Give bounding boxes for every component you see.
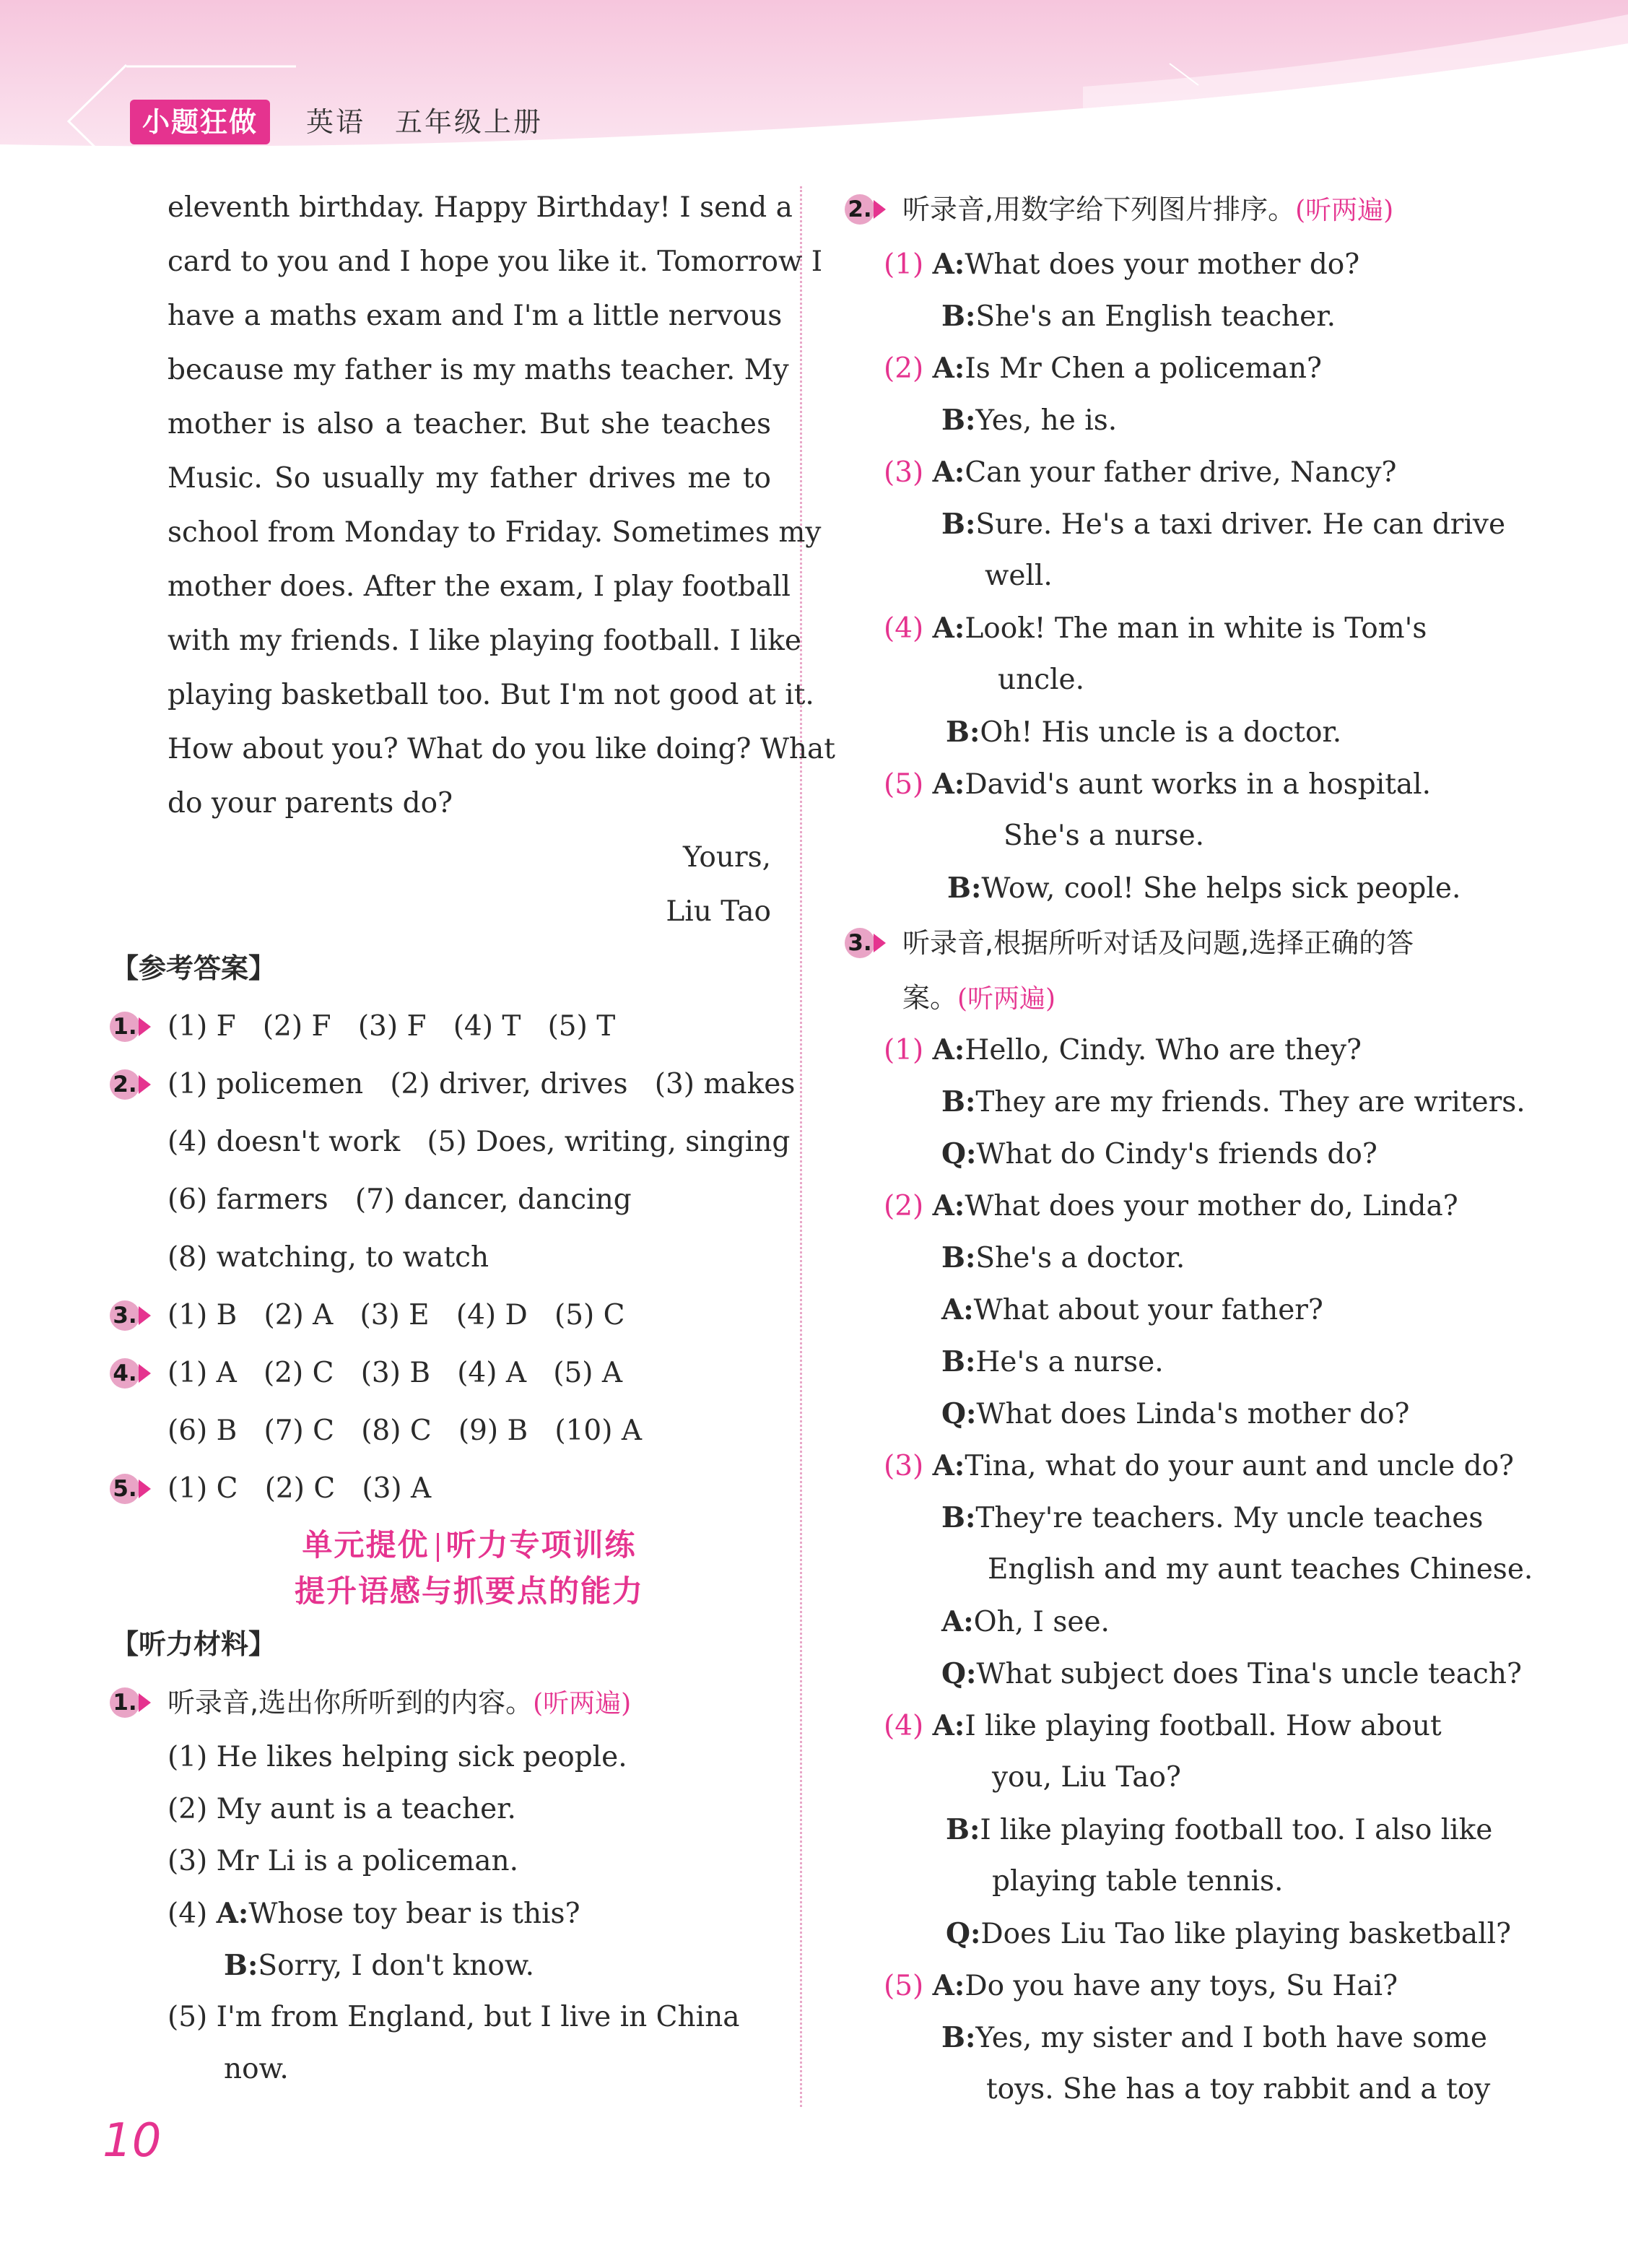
answer-item: (3) E — [360, 1299, 430, 1331]
listening-q3-items: (1) A:Hello, Cindy. Who are they? B:They are my friends. They are writers. Q:What do Cindy's friends do? (2) A:What does your mother do, Linda? B:She's a doctor. A:What about your father? B:He's a nurse. Q:What does Linda's mother do? (3) A:Tina, what do your aunt and uncle do? B:They're teachers. My uncle teaches English and my aunt teaches Chinese. A:Oh, I see. Q:What subject does Tina's uncle teach? (4) A:I like playing football. How about you, Liu Tao? B:I like playing football too. I also like playing table tennis. Q:Does Liu Tao like playing basketball? (5) A:Do you have any toys, Su Hai? B:Yes, my sister and I both have some toys. She has a toy rabbit and a toy — [884, 1033, 1533, 2106]
answer-q2-line — [167, 1171, 771, 1229]
answer-q2 — [113, 1056, 796, 1113]
right-column — [843, 181, 1533, 2116]
answer-item: (1) A — [167, 1357, 237, 1389]
listening-item: (1) He likes helping sick people. — [167, 1741, 627, 1773]
answer-item: (1) C — [167, 1472, 238, 1505]
answer-item: (5) C — [554, 1299, 625, 1331]
answers-heading: 【参考答案】 — [111, 952, 277, 984]
answer-q2-line — [167, 1113, 791, 1171]
letter-line: school from Monday to Friday. Sometimes my — [167, 516, 822, 549]
letter-line: playing basketball too. But I'm not good at it. — [167, 679, 814, 711]
listening-item: (4) A:Whose toy bear is this? — [167, 1897, 580, 1930]
letter-line: mother is also a teacher. But she teaches — [167, 408, 771, 440]
answer-q4 — [113, 1344, 771, 1402]
listening-q3-instruction-cont: 案。(听两遍) — [902, 982, 1056, 1014]
letter-line: do your parents do? — [167, 787, 453, 820]
subject-grade-label: 英语 五年级上册 — [306, 106, 544, 138]
answer-item: (5) Does, writing, singing — [427, 1126, 791, 1158]
answer-item: (5) T — [547, 1010, 616, 1043]
answer-item: (6) farmers — [167, 1183, 328, 1216]
letter-line: with my friends. I like playing football. I like — [167, 625, 801, 657]
question-number-badge: 5. — [110, 1474, 154, 1504]
question-number-badge: 2. — [845, 194, 889, 225]
letter-line: have a maths exam and I'm a little nervous — [167, 300, 783, 332]
answer-item: (2) driver, drives — [390, 1068, 628, 1100]
answer-q1 — [113, 998, 771, 1056]
answer-item: (2) F — [262, 1010, 331, 1043]
question-number-badge: 1. — [110, 1012, 154, 1042]
answer-item: (8) C — [361, 1415, 432, 1447]
question-number-badge: 3. — [845, 928, 889, 958]
answer-item: (4) A — [457, 1357, 527, 1389]
letter-line: because my father is my maths teacher. My — [167, 354, 789, 386]
answer-item: (4) T — [453, 1010, 521, 1043]
question-number-badge: 2. — [110, 1069, 154, 1100]
answer-item: (5) A — [553, 1357, 623, 1389]
answer-item: (2) C — [264, 1357, 334, 1389]
answer-item: (2) C — [264, 1472, 336, 1505]
question-number-badge: 3. — [110, 1300, 154, 1331]
answer-item: (7) C — [264, 1415, 334, 1447]
answer-item: (1) policemen — [167, 1068, 364, 1100]
unit-title — [167, 1522, 771, 1568]
answer-item: (3) F — [357, 1010, 427, 1043]
answer-item: (10) A — [554, 1415, 643, 1447]
listening-item: (3) Mr Li is a policeman. — [167, 1845, 518, 1877]
letter-closing: Yours, — [682, 841, 771, 874]
letter-line: card to you and I hope you like it. Tomorrow I — [167, 246, 823, 278]
column-divider — [800, 186, 802, 2107]
answer-item: (4) doesn't work — [167, 1126, 401, 1158]
answer-item: (6) B — [167, 1415, 238, 1447]
answer-q5 — [113, 1460, 771, 1518]
answer-q4-line — [167, 1402, 771, 1460]
listening-item-line: B:Sorry, I don't know. — [224, 1949, 535, 1982]
listening-q2-instruction: 2. 听录音,用数字给下列图片排序。(听两遍) — [902, 181, 1493, 238]
answer-item: (3) A — [362, 1472, 432, 1505]
series-badge: 小题狂做 — [130, 100, 270, 144]
unit-title-right: 听力专项训练 — [445, 1527, 637, 1563]
answer-q2-line — [167, 1229, 771, 1287]
left-column — [111, 181, 835, 2095]
unit-subtitle: 提升语感与抓要点的能力 — [294, 1573, 644, 1609]
answer-item: (8) watching, to watch — [167, 1241, 489, 1274]
question-number-badge: 4. — [110, 1358, 154, 1389]
letter-line: mother does. After the exam, I play football — [167, 570, 791, 603]
listening-item-line: now. — [224, 2053, 289, 2085]
letter-passage — [167, 181, 835, 939]
title-separator — [437, 1533, 439, 1562]
page-number: 10 — [103, 2114, 162, 2168]
answer-item: (2) A — [264, 1299, 334, 1331]
answer-item: (3) B — [360, 1357, 431, 1389]
letter-line: eleventh birthday. Happy Birthday! I send a — [167, 191, 793, 224]
answer-item: (9) B — [458, 1415, 528, 1447]
letter-line: Music. So usually my father drives me to — [167, 462, 771, 495]
answer-item: (4) D — [456, 1299, 528, 1331]
letter-line: How about you? What do you like doing? What — [167, 733, 835, 765]
answer-item: (3) makes — [654, 1068, 796, 1100]
unit-title-left: 单元提优 — [302, 1527, 430, 1563]
question-number-badge: 1. — [110, 1687, 154, 1718]
letter-signature: Liu Tao — [666, 895, 771, 928]
listening-q1-instruction: 1. 听录音,选出你所听到的内容。(听两遍) — [167, 1674, 771, 1732]
listening-item: (2) My aunt is a teacher. — [167, 1793, 516, 1825]
answer-item: (7) dancer, dancing — [354, 1183, 632, 1216]
answer-item: (1) F — [167, 1010, 236, 1043]
answer-q3 — [113, 1287, 771, 1344]
listening-item: (5) I'm from England, but I live in China — [167, 2001, 740, 2033]
listening-heading: 【听力材料】 — [111, 1628, 277, 1660]
listening-q3-instruction: 3. 听录音,根据所听对话及问题,选择正确的答 — [902, 914, 1493, 972]
listening-q2-items: (1) A:What does your mother do? B:She's an English teacher. (2) A:Is Mr Chen a policeman? B:Yes, he is. (3) A:Can your father drive, Nancy? B:Sure. He's a taxi driver. He can drive well. (4) A:Look! The man in white is Tom's uncle. B:Oh! His uncle is a doctor. (5) A:David's aunt works in a hospital. She's a nurse. B:Wow, cool! She helps sick people. — [884, 248, 1506, 905]
answer-item: (1) B — [167, 1299, 238, 1331]
